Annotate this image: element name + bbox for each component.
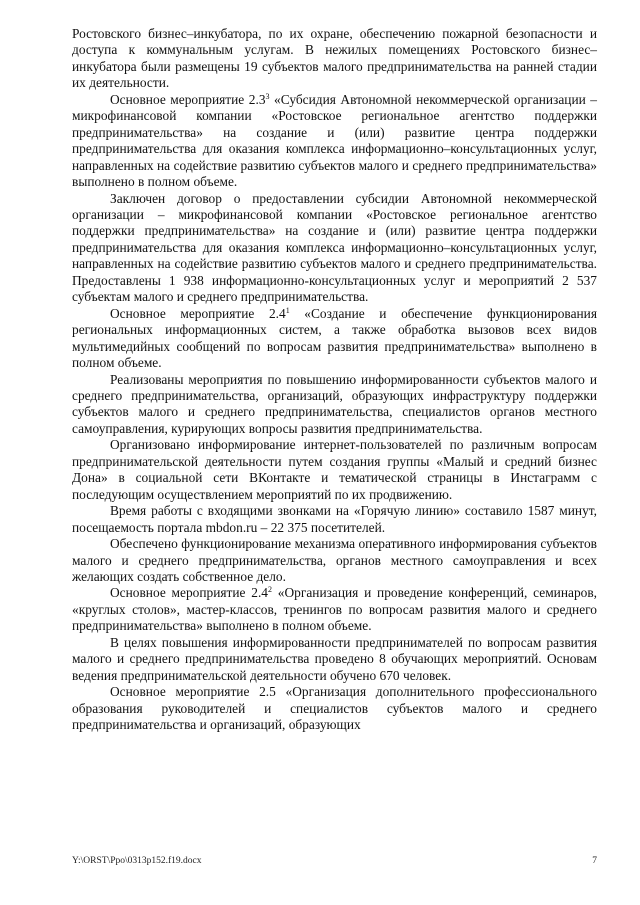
paragraph-2-body: «Субсидия Автономной некоммерческой организации – микрофинансовой компании «Ростовское региональное агентство поддержки предпринимательства» на создание и (или) развитие центра поддержки предпринимательства для оказания комплекса информационно–консультационных услуг, направленных на содействие развитию субъектов малого и среднего предпринимательства» выполнено в полном объеме. [72,91,597,190]
footer-file-path: Y:\ORST\Ppo\0313p152.f19.docx [72,856,202,866]
paragraph-7: Время работы с входящими звонками на «Горячую линию» составило 1587 минут, посещаемость портала mbdon.ru – 22 375 посетителей. [72,503,597,535]
paragraph-4-lead: Основное мероприятие 2.4 [110,305,286,321]
paragraph-10: В целях повышения информированности предпринимателей по вопросам развития малого и среднего предпринимательства проведено 8 обучающих мероприятий. Основам ведения предпринимательской деятельности обучено 670 человек. [72,634,597,683]
paragraph-11: Основное мероприятие 2.5 «Организация дополнительного профессионального образования руководителей и специалистов субъектов малого и среднего предпринимательства и организаций, образующих [72,684,597,733]
paragraph-9-body: «Организация и проведение конференций, семинаров, «круглых столов», мастер-классов, тренингов по вопросам развития малого и среднего предпринимательства» выполнено в полном объеме. [72,585,598,634]
paragraph-2-lead: Основное мероприятие 2.3 [110,91,266,107]
paragraph-3: Заключен договор о предоставлении субсидии Автономной некоммерческой организации – микрофинансовой компании «Ростовское региональное агентство поддержки предпринимательства» на создание и (или) развитие центра поддержки предпринимательства для оказания комплекса информационно–консультационных услуг, направленных на содействие развитию субъектов малого и среднего предпринимательства. Предоставлены 1 938 информационно-консультационных услуг и мероприятий 2 537 субъектам малого и среднего предпринимательства. [72,190,597,305]
paragraph-4 [72,306,597,372]
footnote-ref-3: 3 [265,91,270,101]
paragraph-1: Ростовского бизнес–инкубатора, по их охране, обеспечению пожарной безопасности и доступа к коммунальным услугам. В нежилых помещениях Ростовского бизнес–инкубатора были размещены 19 субъектов малого предпринимательства на ранней стадии их деятельности. [72,26,597,91]
paragraph-8: Обеспечено функционирование механизма оперативного информирования субъектов малого и среднего предпринимательства, органов местного самоуправления и всех желающих создать собственное дело. [72,536,597,584]
paragraph-2 [72,92,597,191]
page-number: 7 [592,856,597,866]
paragraph-4-body: «Создание и обеспечение функционирования региональных информационных систем, а также обработка вызовов всех видов мультимедийных сообщений по вопросам развития предпринимательства» выполнено в полном объеме. [72,305,598,371]
paragraph-9 [72,585,597,634]
footnote-ref-2: 2 [268,585,273,595]
paragraph-9-lead: Основное мероприятие 2.4 [110,585,269,601]
footnote-ref-1: 1 [285,305,290,315]
paragraph-6: Организовано информирование интернет-пользователей по различным вопросам предпринимательской деятельности путем создания группы «Малый и средний бизнес Дона» в социальной сети ВКонтакте и тематической страницы в Инстаграмм с последующим осуществлением мероприятий по их продвижению. [72,437,597,502]
paragraph-5: Реализованы мероприятия по повышению информированности субъектов малого и среднего предпринимательства, организаций, образующих инфраструктуру поддержки субъектов малого и среднего предпринимательства, специалистов органов местного самоуправления, курирующих вопросы развития предпринимательства. [72,371,597,436]
body-text [72,26,597,733]
